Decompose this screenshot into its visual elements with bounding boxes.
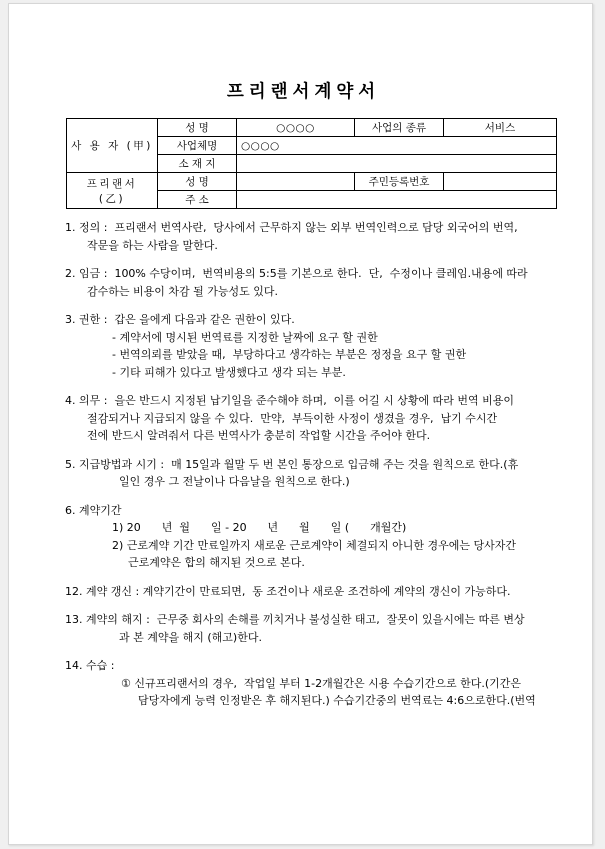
clause-14-probation [9, 657, 593, 710]
field-value-resident-number[interactable] [444, 173, 557, 191]
field-label-business-type: 사업의 종류 [355, 119, 444, 137]
clause-4-line-1: 4. 의무 : 을은 반드시 지정된 납기일을 준수해야 하며, 이를 어길 시 상황에 따라 번역 비용이 [65, 394, 515, 407]
clause-4-line-2: 절감되거나 지급되지 않을 수 있다. 만약, 부득이한 사정이 생겼을 경우, 납기 수시간 [87, 411, 498, 425]
field-label-freelancer-name: 성 명 [158, 173, 237, 191]
field-value-company-name[interactable]: ○○○○ [237, 137, 557, 155]
field-value-business-type[interactable]: 서비스 [444, 119, 557, 137]
field-value-freelancer-name[interactable] [237, 173, 355, 191]
clause-14-item-1-cont: 담당자에게 능력 인정받은 후 해지된다.) 수습기간중의 번역료는 4:6으로한다.(번역 [138, 694, 536, 707]
clause-6-item-1[interactable]: 1) 20 년 월 일 - 20 년 월 일 ( 개월간) [112, 521, 407, 534]
clause-1-line-1: 1. 정의 : 프리랜서 번역사란, 당사에서 근무하지 않는 외부 번역인력으로 담당 외국어의 번역, [65, 221, 518, 234]
field-value-address[interactable] [237, 191, 557, 209]
clause-6-line-1: 6. 계약기간 [65, 503, 122, 517]
clause-14-line-1: 14. 수습 : [65, 659, 115, 672]
clause-3-line-1: 3. 권한 : 갑은 을에게 다음과 같은 권한이 있다. [65, 313, 295, 326]
clause-13-line-1: 13. 계약의 해지 : 근무중 회사의 손해를 끼치거나 불성실한 태고, 잘못이 있을시에는 따른 변상 [65, 613, 525, 626]
field-label-employer-name: 성 명 [158, 119, 237, 137]
field-label-address: 주 소 [158, 191, 237, 209]
clause-5-line-1: 5. 지급방법과 시기 : 매 15일과 월말 두 번 본인 통장으로 입금해 주는 것을 원칙으로 한다.(휴 [65, 457, 519, 471]
field-value-location[interactable] [237, 155, 557, 173]
table-row [67, 119, 557, 137]
document-page [8, 3, 593, 845]
clause-3-item-3: - 기타 피해가 있다고 발생했다고 생각 되는 부분. [112, 365, 346, 379]
clause-6-item-2-cont: 근로계약은 합의 해지된 것으로 본다. [128, 556, 305, 569]
party-information-table [66, 118, 557, 209]
clause-4-line-3: 전에 반드시 알려줘서 다른 번역사가 충분히 작업할 시간을 주어야 한다. [87, 429, 431, 442]
clause-2-line-1: 2. 임금 : 100% 수당이며, 번역비용의 5:5를 기본으로 한다. 단, 수정이나 클레임.내용에 따라 [65, 267, 528, 280]
clause-5-line-2: 일인 경우 그 전날이나 다음날을 원칙으로 한다.) [119, 475, 350, 488]
clause-12-renewal [9, 583, 593, 601]
clause-5-payment [9, 456, 593, 491]
clause-4-duty [9, 392, 593, 445]
field-label-company-name: 사업체명 [158, 137, 237, 155]
page-title: 프리랜서계약서 [226, 82, 381, 102]
clause-13-line-2: 과 본 계약을 해지 (해고)한다. [119, 630, 262, 644]
party-label-employer: 사 용 자 (甲) [67, 119, 158, 173]
clause-3-item-1: - 계약서에 명시된 번역료를 지정한 날짜에 요구 할 권한 [112, 330, 378, 344]
field-label-location: 소 재 지 [158, 155, 237, 173]
clause-6-item-2: 2) 근로계약 기간 만료일까지 새로운 근로계약이 체결되지 아니한 경우에는 당사자간 [112, 538, 517, 552]
clause-2-wage [9, 265, 593, 300]
clause-2-line-2: 감수하는 비용이 차감 될 가능성도 있다. [87, 284, 278, 298]
field-value-employer-name[interactable]: ○○○○ [237, 119, 355, 137]
clause-6-contract-period [9, 502, 593, 572]
clause-14-item-1: ① 신규프리랜서의 경우, 작업일 부터 1-2개월간은 시용 수습기간으로 한다.(기간은 [121, 676, 521, 690]
field-label-resident-number: 주민등록번호 [355, 173, 444, 191]
contract-body [9, 219, 593, 721]
clause-12-line-1: 12. 계약 갱신 : 계약기간이 만료되면, 동 조건이나 새로운 조건하에 계약의 갱신이 가능하다. [65, 584, 511, 598]
clause-3-item-2: - 번역의뢰를 받았을 때, 부당하다고 생각하는 부분은 정정을 요구 할 권한 [112, 348, 467, 361]
clause-3-rights [9, 311, 593, 381]
clause-1-definition [9, 219, 593, 254]
clause-1-line-2: 작문을 하는 사람을 말한다. [87, 238, 218, 252]
table-row [67, 173, 557, 191]
party-label-freelancer: 프리랜서 (乙) [67, 173, 158, 209]
clause-13-termination [9, 611, 593, 646]
